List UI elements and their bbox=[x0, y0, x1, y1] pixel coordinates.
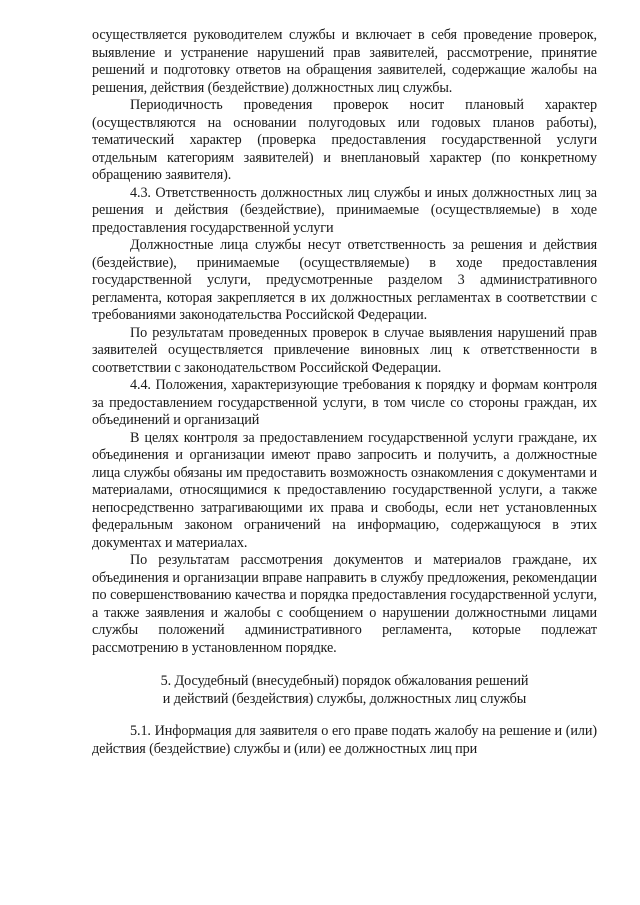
section-5-heading bbox=[92, 673, 597, 708]
subsection-4-4-heading: 4.4. Положения, характеризующие требования к порядку и формам контроля за предоставлением государственной услуги, в том числе со стороны граждан, их объединений и организаций bbox=[92, 377, 597, 428]
section-5-heading-line1: 5. Досудебный (внесудебный) порядок обжалования решений bbox=[160, 673, 529, 689]
paragraph-inspection-results: По результатам проведенных проверок в случае выявления нарушений прав заявителей осуществляется привлечение виновных лиц к ответственности в соответствии с законодательством Российской Федерации. bbox=[92, 324, 597, 376]
subsection-4-3-heading: 4.3. Ответственность должностных лиц службы и иных должностных лиц за решения и действия (бездействие), принимаемые (осуществляемые) в ходе предоставления государственной услуги bbox=[92, 184, 597, 236]
paragraph-citizen-control: В целях контроля за предоставлением государственной услуги граждане, их объединения и организации имеют право запросить и получить, а должностные лица службы обязаны им предоставить возможность ознакомления с документами и материалами, относящимися к предоставлению государственной услуги, а также непосредственно затрагивающими их права и свободы, если нет установленных федеральным законом ограничений на информацию, содержащуюся в этих документах и материалах. bbox=[92, 429, 597, 551]
paragraph-continuation: осуществляется руководителем службы и включает в себя проведение проверок, выявление и устранение нарушений прав заявителей, рассмотрение, принятие решений и подготовку ответов на обращения заявителей, содержащие жалобы на решения, действия (бездействие) должностных лиц службы. bbox=[92, 27, 597, 96]
paragraph-5-1: 5.1. Информация для заявителя о его праве подать жалобу на решение и (или) действия (бездействие) службы и (или) ее должностных лиц при bbox=[92, 723, 597, 757]
paragraph-review-results: По результатам рассмотрения документов и материалов граждане, их объединения и организации вправе направить в службу предложения, рекомендации по совершенствованию качества и порядка предоставления государственной услуги, а также заявления и жалобы с сообщением о нарушении должностными лицами службы положений административного регламента, которые подлежат рассмотрению в установленном порядке. bbox=[92, 552, 597, 656]
paragraph-inspection-frequency: Периодичность проведения проверок носит плановый характер (осуществляются на основании полугодовых или годовых планов работы), тематический характер (проверка предоставления государственной услуги отдельным категориям заявителей) и внеплановый характер (по конкретному обращению заявителя). bbox=[92, 97, 597, 183]
paragraph-officials-responsibility: Должностные лица службы несут ответственность за решения и действия (бездействие), принимаемые (осуществляемые) в ходе предоставления государственной услуги, предусмотренные разделом 3 административного регламента, которая закрепляется в их должностных регламентах в соответствии с требованиями законодательства Российской Федерации. bbox=[92, 237, 597, 323]
document-body bbox=[92, 27, 597, 758]
section-5-heading-line2: и действий (бездействия) службы, должностных лиц службы bbox=[162, 690, 527, 707]
